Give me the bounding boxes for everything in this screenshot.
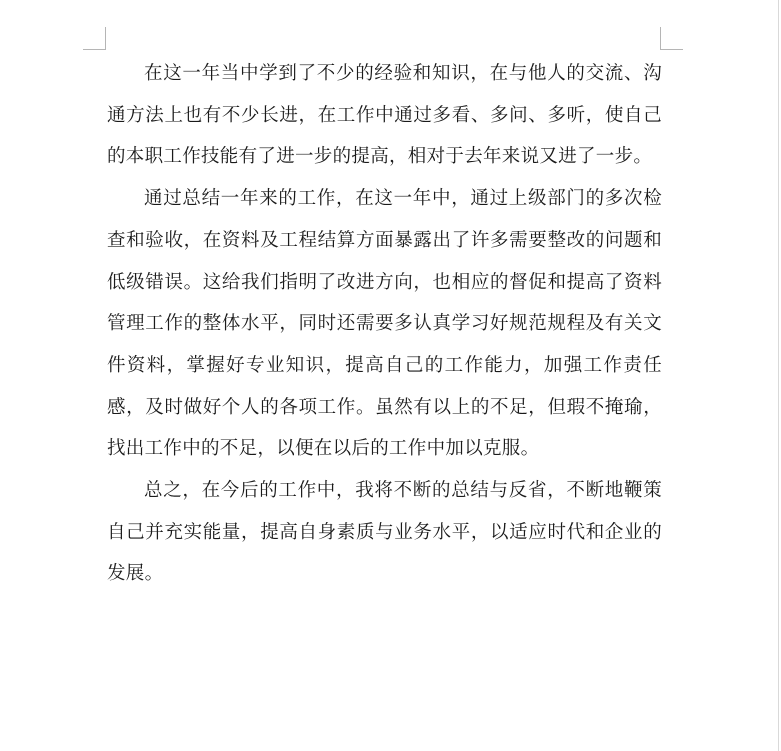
paragraph-3: 总之，在今后的工作中，我将不断的总结与反省，不断地鞭策自己并充实能量，提高自身素质与业务水平，以适应时代和企业的发展。 bbox=[107, 480, 662, 585]
document-body[interactable] bbox=[107, 53, 662, 595]
page-right-edge bbox=[778, 0, 779, 751]
paragraph-1: 在这一年当中学到了不少的经验和知识，在与他人的交流、沟通方法上也有不少长进，在工作中通过多看、多问、多听，使自己的本职工作技能有了进一步的提高，相对于去年来说又进了一步。 bbox=[107, 63, 662, 168]
paragraph-2: 通过总结一年来的工作，在这一年中，通过上级部门的多次检查和验收，在资料及工程结算方面暴露出了许多需要整改的问题和低级错误。这给我们指明了改进方向，也相应的督促和提高了资料管理工作的整体水平，同时还需要多认真学习好规范规程及有关文件资料，掌握好专业知识，提高自己的工作能力，加强工作责任感，及时做好个人的各项工作。虽然有以上的不足，但瑕不掩瑜，找出工作中的不足，以便在以后的工作中加以克服。 bbox=[107, 188, 662, 460]
crop-mark-top-left bbox=[83, 27, 106, 50]
crop-mark-top-right bbox=[660, 27, 683, 50]
